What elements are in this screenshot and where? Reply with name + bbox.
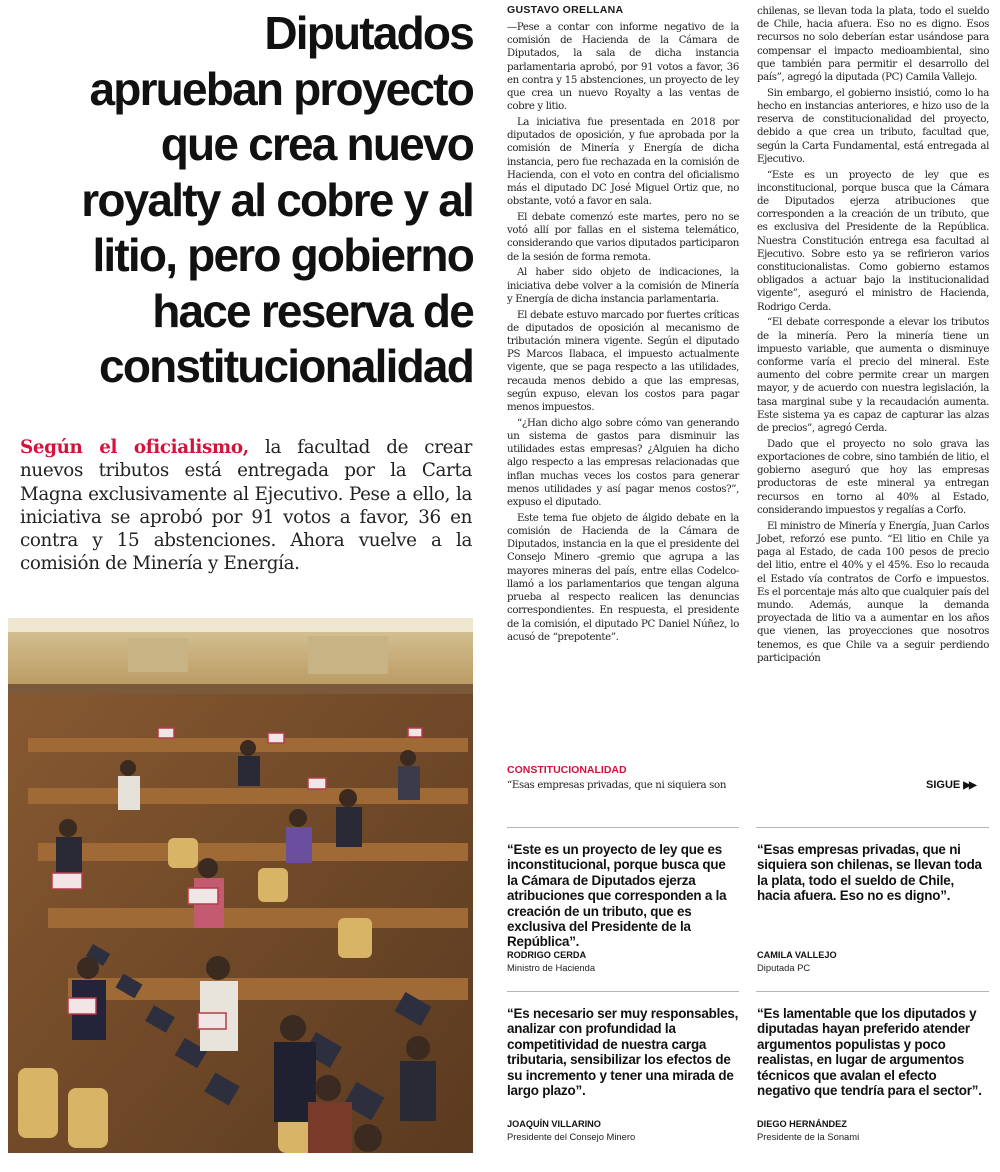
dek-lead: Según el oficialismo, bbox=[20, 437, 249, 458]
section-lead-text: “Esas empresas privadas, que ni siquiera son bbox=[507, 780, 727, 791]
dek-text: la facultad de crear nuevos tributos está entregada por la Carta Magna exclusivamente al Ejecutivo. Pese a ello, la iniciativa se aprobó por 91 votos a favor, 36 en contra y 15 abstenciones. Ahora vuelve a la comisión de Minería y Energía. bbox=[20, 437, 472, 575]
pull-quote-text: “Es lamentable que los diputados y diputadas hayan preferido atender argumentos populistas y poco realistas, en lugar de argumentos técnicos que avalan el efecto negativo que tendría para el sector”. bbox=[757, 1006, 982, 1099]
article-paragraph: Sin embargo, el gobierno insistió, como lo ha hecho en instancias anteriores, e hizo uso de la reserva de constitucionalidad del proyecto, debido a que crea un tributo, facultad que, según la Carta Fundamental, está entregada al Ejecutivo. bbox=[757, 87, 989, 165]
continue-label: SIGUE bbox=[926, 779, 961, 791]
pull-quote-text: “Es necesario ser muy responsables, analizar con profundidad la competitividad de nuestra carga tributaria, sensibilizar los efectos de su incremento y tener una mirada de largo plazo”. bbox=[507, 1006, 739, 1099]
section-subhead: CONSTITUCIONALIDAD bbox=[507, 764, 627, 776]
article-paragraph: chilenas, se llevan toda la plata, todo el sueldo de Chile, hacia afuera. Eso no es digno. Esos recursos no solo deberían estar usándose para compensar el impacto medioambiental, sino que también para permitir el desarrollo del país”, agregó la diputada (PC) Camila Vallejo. bbox=[757, 6, 989, 84]
quote-attribution-role: Presidente de la Sonami bbox=[757, 1131, 860, 1142]
headline-line: que crea nuevo bbox=[160, 118, 473, 170]
divider bbox=[756, 991, 989, 992]
article-paragraph: El debate comenzó este martes, pero no se votó allí por fallas en el sistema telemático, considerando que varios diputados participaron de la sesión de forma remota. bbox=[507, 212, 739, 263]
quote-attribution-role: Presidente del Consejo Minero bbox=[507, 1131, 636, 1142]
article-paragraph: “¿Han dicho algo sobre cómo van generando un sistema de gastos para disminuir las utilidades estas empresas? ¿Alguien ha dicho algo respecto a las empresas relacionadas que inflan muchas veces los costos para generar menos utilidades y así pagar menos costos?”, expuso el diputado. bbox=[507, 417, 739, 509]
article-paragraph: La iniciativa fue presentada en 2018 por diputados de oposición, y fue aprobada por la comisión de Minería y Energía de dicha instancia, pero fue rechazada en la comisión de Hacienda, con el voto en contra del oficialismo más el diputado DC José Miguel Ortiz que, no obstante, votó a favor en sala. bbox=[507, 117, 739, 208]
article-paragraph: El debate estuvo marcado por fuertes críticas de diputados de oposición al mecanismo de tributación minera vigente. Según el diputado PS Marcos Ilabaca, el impuesto actualmente vigente, que se paga respecto a las utilidades, recauda menos debido a que las empresas, según expuso, elevan los costos para pagar menos impuestos. bbox=[507, 309, 739, 414]
headline-line: Diputados bbox=[264, 7, 473, 59]
quote-attribution-name: CAMILA VALLEJO bbox=[757, 950, 837, 960]
headline-line: constitucionalidad bbox=[99, 340, 473, 392]
article-paragraph: Al haber sido objeto de indicaciones, la iniciativa debe volver a la comisión de Minería y Energía de dicha instancia parlamentaria. bbox=[507, 267, 739, 305]
article-column-1 bbox=[507, 21, 739, 647]
pull-quote-text: “Esas empresas privadas, que ni siquiera son chilenas, se llevan toda la plata, todo el sueldo de Chile, hacia afuera. Eso no es digno”. bbox=[757, 842, 982, 904]
chamber-photo bbox=[8, 618, 473, 1153]
double-arrow-icon: ▶▶ bbox=[963, 780, 975, 791]
headline-line: royalty al cobre y al bbox=[81, 173, 473, 226]
quote-attribution-role: Ministro de Hacienda bbox=[507, 962, 596, 973]
quote-attribution-name: DIEGO HERNÁNDEZ bbox=[757, 1119, 847, 1129]
quote-attribution-name: JOAQUÍN VILLARINO bbox=[507, 1119, 601, 1129]
article-paragraph: Este tema fue objeto de álgido debate en la comisión de Hacienda de la Cámara de Diputados, instancia en la que el presidente del Consejo Minero -gremio que agrupa a las mayores mineras del país, entre ellas Codelco- llamó a los parlamentarios que tengan alguna prueba al respecto realicen las denuncias correspondientes. En respuesta, el presidente de la comisión, el diputado PC Daniel Núñez, lo acusó de “prepotente”. bbox=[507, 512, 739, 643]
quote-attribution-name: RODRIGO CERDA bbox=[507, 950, 587, 960]
article-column-2 bbox=[757, 5, 989, 668]
article-paragraph: Dado que el proyecto no solo grava las exportaciones de cobre, sino también de litio, el gobierno aseguró que hoy las empresas productoras de este mineral ya entregan recursos en torno al 40% al Estado, considerando impuestos y regalías a Corfo. bbox=[757, 438, 989, 516]
divider bbox=[756, 827, 989, 828]
quote-attribution-role: Diputada PC bbox=[757, 962, 811, 973]
headline-line: aprueban proyecto bbox=[89, 62, 473, 115]
article-paragraph: “Este es un proyecto de ley que es inconstitucional, porque busca que la Cámara de Diputados ejerza atribuciones que corresponden a la creación de un tributo, que es exclusiva del Presidente de la República. Nuestra Constitución entrega esa facultad al Ejecutivo. Sobre esto ya se refirieron varios constitucionalistas. Como gobierno estamos obligados a actuar bajo la institucionalidad vigente”, aseguró el ministro de Hacienda, Rodrigo Cerda. bbox=[757, 169, 989, 313]
divider bbox=[507, 991, 739, 992]
headline-line: hace reserva de bbox=[152, 284, 473, 337]
headline bbox=[18, 6, 473, 395]
article-paragraph: El ministro de Minería y Energía, Juan Carlos Jobet, reforzó ese punto. “El litio en Chile ya paga al Estado, de cada 100 pesos de precio del litio, entre el 40% y el 45%. Eso lo recauda el Estado vía contratos de Corfo e impuestos. Es el porcentaje más alto que cualquier país del mundo. Además, aunque la demanda proyectada de litio va a aumentar en los años que vienen, las proyecciones que nosotros tenemos, es que Chile va a seguir perdiendo participación bbox=[757, 520, 989, 664]
article-paragraph: “El debate corresponde a elevar los tributos de la minería. Pero la minería tiene un impuesto variable, que aumenta o disminuye conforme varía el precio del mineral. Este aumento del cobre permite crear un margen mayor, y de acuerdo con nuestra legislación, la tasa marginal sube y la recaudación aumenta. Este sistema ya es capaz de capturar las alzas de precios”, agregó Cerda. bbox=[757, 317, 989, 435]
article-byline: GUSTAVO ORELLANA bbox=[507, 4, 624, 16]
headline-line: litio, pero gobierno bbox=[92, 229, 473, 281]
continue-link[interactable] bbox=[926, 779, 975, 791]
summary-dek bbox=[20, 436, 472, 576]
pull-quote-text: “Este es un proyecto de ley que es inconstitucional, porque busca que la Cámara de Diputados ejerza atribuciones que corresponden a la creación de un tributo, que es exclusiva del Presidente de la República”. bbox=[507, 842, 727, 950]
article-paragraph: —Pese a contar con informe negativo de la comisión de Hacienda de la Cámara de Diputados, la sala de dicha instancia parlamentaria aprobó, por 91 votos a favor, 36 en contra y 15 abstenciones, un proyecto de ley que crea un nuevo Royalty a las ventas de cobre y litio. bbox=[507, 22, 739, 113]
divider bbox=[507, 827, 739, 828]
